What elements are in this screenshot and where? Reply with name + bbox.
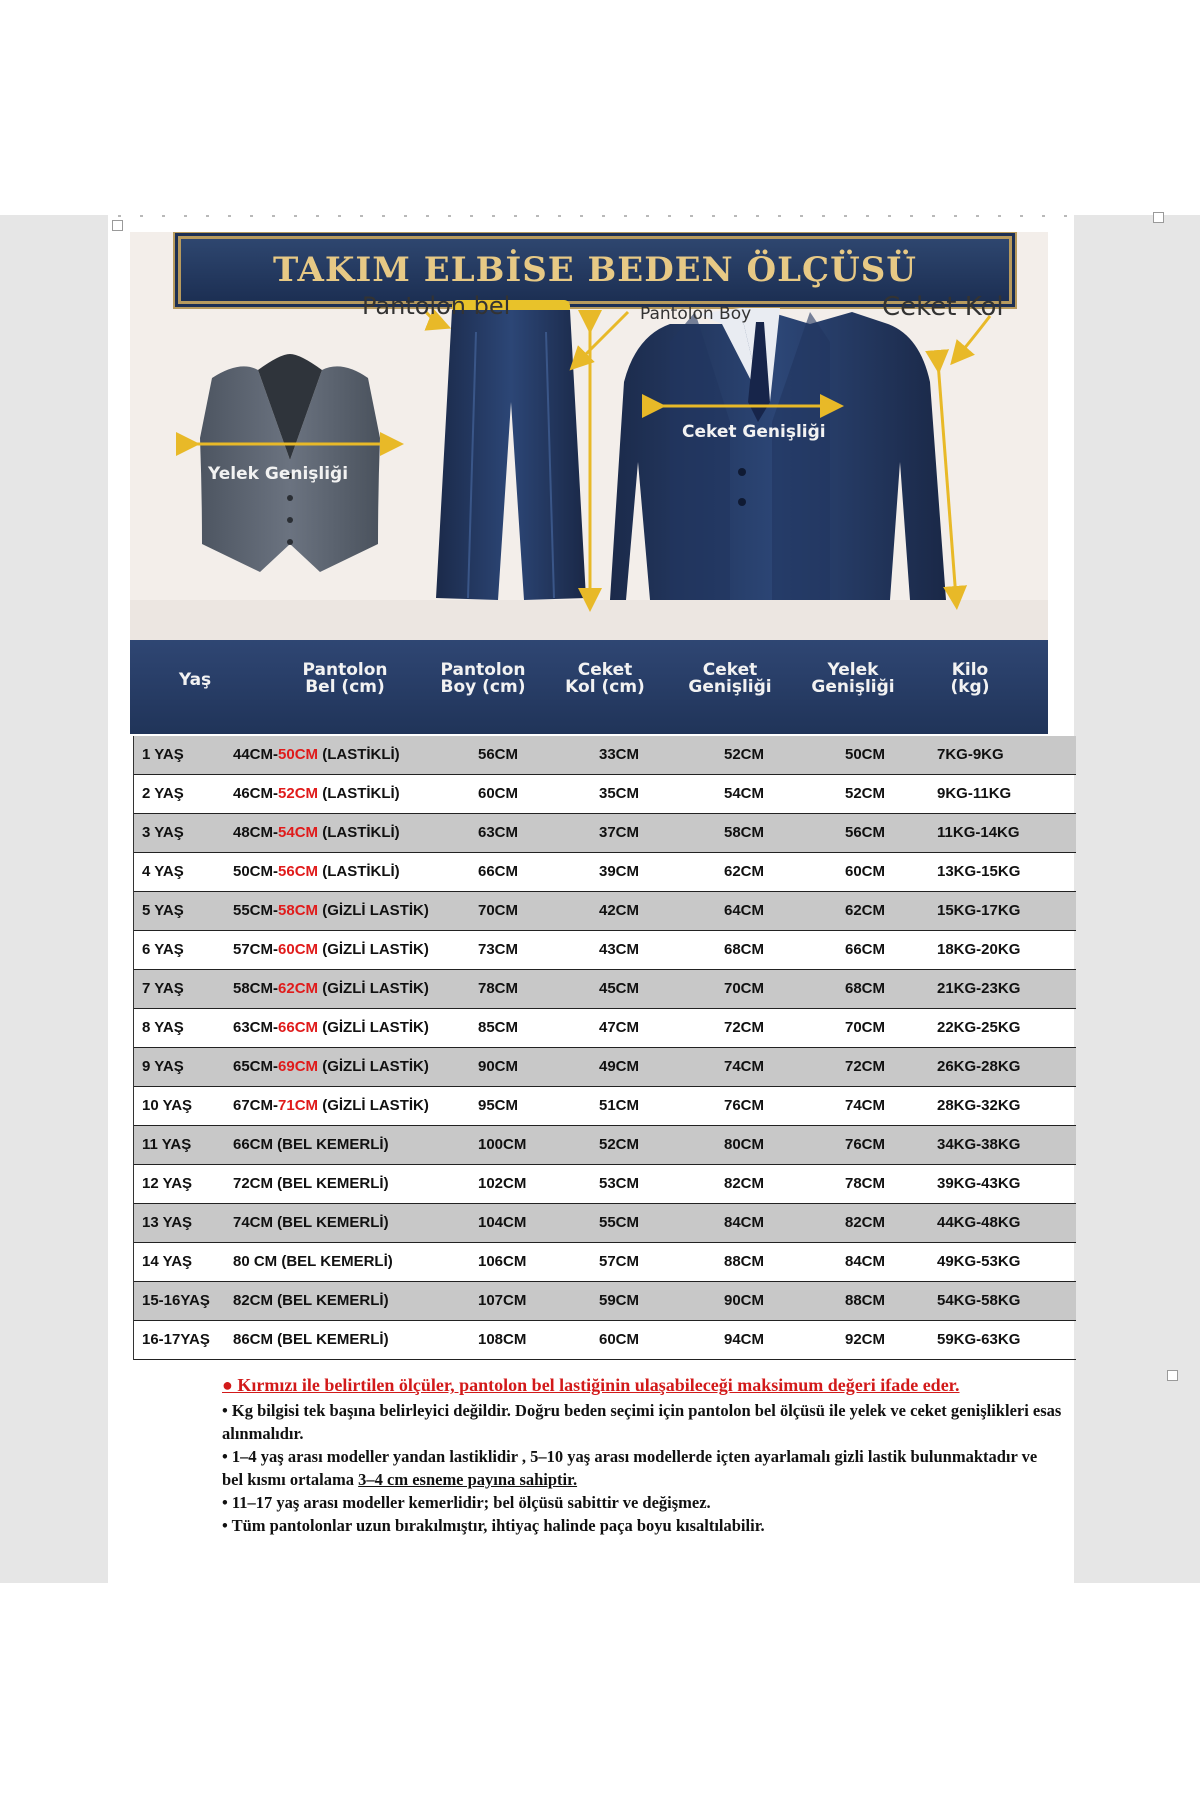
table-row (134, 1282, 1076, 1321)
cell-ceket: 62CM (724, 863, 765, 880)
table-row (134, 1243, 1076, 1282)
table-row (134, 814, 1076, 853)
cell-kilo: 34KG-38KG (937, 1136, 1021, 1153)
cell-pantolon-bel: 57CM-60CM (GİZLİ LASTİK) (233, 941, 429, 958)
cell-kol: 43CM (599, 941, 640, 958)
cell-age: 5 YAŞ (142, 902, 184, 919)
cell-ceket: 68CM (724, 941, 765, 958)
cell-pantolon-bel: 50CM-56CM (LASTİKLİ) (233, 863, 400, 880)
cell-ceket: 74CM (724, 1058, 765, 1075)
note-kg: • Kg bilgisi tek başına belirleyici değildir. Doğru beden seçimi için pantolon bel ölçüsü ile yelek ve ceket genişlikleri esas alınmalıdır. (222, 1401, 1062, 1443)
cell-kilo: 44KG-48KG (937, 1214, 1021, 1231)
cell-pantolon-bel: 82CM (BEL KEMERLİ) (233, 1292, 389, 1309)
cell-yelek: 60CM (845, 863, 886, 880)
cell-kilo: 22KG-25KG (937, 1019, 1021, 1036)
cell-pantolon-bel: 65CM-69CM (GİZLİ LASTİK) (233, 1058, 429, 1075)
cell-boy: 90CM (478, 1058, 519, 1075)
cell-boy: 63CM (478, 824, 519, 841)
cell-kilo: 59KG-63KG (937, 1331, 1021, 1348)
pantolon-bel-label: Pantolon bel (362, 292, 511, 320)
cell-kilo: 13KG-15KG (937, 863, 1021, 880)
cell-kol: 35CM (599, 785, 640, 802)
cell-kol: 60CM (599, 1331, 640, 1348)
table-row (134, 1165, 1076, 1204)
cell-kilo: 54KG-58KG (937, 1292, 1021, 1309)
table-row (134, 853, 1076, 892)
table-row (134, 736, 1076, 775)
cell-kilo: 18KG-20KG (937, 941, 1021, 958)
cell-kilo: 28KG-32KG (937, 1097, 1021, 1114)
cell-boy: 95CM (478, 1097, 519, 1114)
cell-pantolon-bel: 74CM (BEL KEMERLİ) (233, 1214, 389, 1231)
page-title: TAKIM ELBİSE BEDEN ÖLÇÜSÜ (273, 250, 917, 290)
cell-pantolon-bel: 58CM-62CM (GİZLİ LASTİK) (233, 980, 429, 997)
cell-age: 1 YAŞ (142, 746, 184, 763)
cell-yelek: 66CM (845, 941, 886, 958)
table-row (134, 1321, 1076, 1360)
cell-boy: 104CM (478, 1214, 527, 1231)
table-row (134, 775, 1076, 814)
page-corner-marker (1167, 1370, 1178, 1381)
cell-kol: 47CM (599, 1019, 640, 1036)
cell-boy: 108CM (478, 1331, 527, 1348)
cell-ceket: 54CM (724, 785, 765, 802)
cell-boy: 56CM (478, 746, 519, 763)
cell-age: 10 YAŞ (142, 1097, 193, 1114)
cell-boy: 85CM (478, 1019, 519, 1036)
cell-ceket: 84CM (724, 1214, 765, 1231)
header-kilo: Kilo (kg) (950, 660, 990, 697)
cell-kol: 59CM (599, 1292, 640, 1309)
table-row (134, 1087, 1076, 1126)
page-corner-marker (112, 220, 123, 231)
cell-age: 7 YAŞ (142, 980, 184, 997)
cell-yelek: 72CM (845, 1058, 886, 1075)
cell-age: 11 YAŞ (142, 1136, 192, 1153)
cell-ceket: 88CM (724, 1253, 765, 1270)
header-ceket-kol: Ceket Kol (cm) (565, 660, 645, 697)
cell-kol: 53CM (599, 1175, 640, 1192)
cell-ceket: 80CM (724, 1136, 765, 1153)
page-corner-marker (1153, 212, 1164, 223)
cell-ceket: 64CM (724, 902, 765, 919)
cell-pantolon-bel: 72CM (BEL KEMERLİ) (233, 1175, 389, 1192)
cell-ceket: 72CM (724, 1019, 765, 1036)
cell-kol: 42CM (599, 902, 640, 919)
cell-age: 9 YAŞ (142, 1058, 184, 1075)
cell-pantolon-bel: 63CM-66CM (GİZLİ LASTİK) (233, 1019, 429, 1036)
cell-kilo: 15KG-17KG (937, 902, 1021, 919)
cell-boy: 60CM (478, 785, 519, 802)
cell-boy: 100CM (478, 1136, 527, 1153)
header-pantolon-bel: Pantolon Bel (cm) (302, 660, 388, 697)
cell-kilo: 39KG-43KG (937, 1175, 1021, 1192)
cell-ceket: 58CM (724, 824, 765, 841)
cell-yelek: 70CM (845, 1019, 886, 1036)
page-margin-guide (118, 215, 1078, 217)
cell-kol: 45CM (599, 980, 640, 997)
header-pantolon-boy: Pantolon Boy (cm) (440, 660, 526, 697)
table-row (134, 1204, 1076, 1243)
cell-kol: 49CM (599, 1058, 640, 1075)
size-guide-banner (130, 232, 1048, 640)
cell-ceket: 94CM (724, 1331, 765, 1348)
cell-yelek: 76CM (845, 1136, 886, 1153)
cell-ceket: 52CM (724, 746, 765, 763)
cell-boy: 70CM (478, 902, 519, 919)
table-row (134, 1126, 1076, 1165)
cell-yelek: 82CM (845, 1214, 886, 1231)
cell-kilo: 49KG-53KG (937, 1253, 1021, 1270)
cell-boy: 107CM (478, 1292, 527, 1309)
cell-age: 6 YAŞ (142, 941, 184, 958)
cell-kol: 57CM (599, 1253, 640, 1270)
red-measurement-note: ● Kırmızı ile belirtilen ölçüler, pantolon bel lastiğinin ulaşabileceği maksimum değeri ifade eder. (222, 1375, 960, 1395)
cell-kilo: 9KG-11KG (937, 785, 1012, 802)
note-elastic: • 1–4 yaş arası modeller yandan lastiklidir , 5–10 yaş arası modellerde içten ayarlamalı gizli lastik bulunmaktadır ve bel kısmı ortalama 3–4 cm esneme payına sahiptir. (222, 1447, 1038, 1489)
cell-boy: 73CM (478, 941, 519, 958)
cell-ceket: 70CM (724, 980, 765, 997)
cell-kol: 51CM (599, 1097, 640, 1114)
cell-pantolon-bel: 55CM-58CM (GİZLİ LASTİK) (233, 902, 429, 919)
table-row (134, 970, 1076, 1009)
notes-section (222, 1374, 1062, 1537)
cell-boy: 66CM (478, 863, 519, 880)
cell-kilo: 21KG-23KG (937, 980, 1021, 997)
cell-kilo: 7KG-9KG (937, 746, 1004, 763)
note-belt: • 11–17 yaş arası modeller kemerlidir; bel ölçüsü sabittir ve değişmez. (222, 1493, 711, 1512)
cell-kol: 52CM (599, 1136, 640, 1153)
cell-yelek: 68CM (845, 980, 886, 997)
cell-kol: 33CM (599, 746, 640, 763)
cell-ceket: 82CM (724, 1175, 765, 1192)
cell-yelek: 84CM (845, 1253, 886, 1270)
cell-ceket: 76CM (724, 1097, 765, 1114)
cell-yelek: 56CM (845, 824, 886, 841)
cell-yelek: 88CM (845, 1292, 886, 1309)
cell-boy: 106CM (478, 1253, 527, 1270)
cell-pantolon-bel: 66CM (BEL KEMERLİ) (233, 1136, 389, 1153)
header-ceket-genisligi: Ceket Genişliği (688, 660, 772, 697)
cell-pantolon-bel: 80 CM (BEL KEMERLİ) (233, 1253, 393, 1270)
ceket-kol-label: Ceket Kol (882, 292, 1004, 322)
cell-boy: 78CM (478, 980, 519, 997)
cell-ceket: 90CM (724, 1292, 765, 1309)
cell-age: 4 YAŞ (142, 863, 184, 880)
cell-age: 16-17YAŞ (142, 1331, 210, 1348)
cell-kilo: 11KG-14KG (937, 824, 1020, 841)
cell-pantolon-bel: 44CM-50CM (LASTİKLİ) (233, 746, 400, 763)
cell-pantolon-bel: 48CM-54CM (LASTİKLİ) (233, 824, 400, 841)
note-length: • Tüm pantolonlar uzun bırakılmıştır, ihtiyaç halinde paça boyu kısaltılabilir. (222, 1516, 765, 1535)
trousers-figure (426, 300, 628, 600)
cell-kol: 37CM (599, 824, 640, 841)
cell-pantolon-bel: 86CM (BEL KEMERLİ) (233, 1331, 389, 1348)
cell-yelek: 74CM (845, 1097, 886, 1114)
table-row (134, 1048, 1076, 1087)
cell-boy: 102CM (478, 1175, 527, 1192)
pantolon-boy-label: Pantolon Boy (640, 304, 752, 324)
cell-yelek: 50CM (845, 746, 886, 763)
yelek-genisligi-label: Yelek Genişliği (208, 464, 349, 484)
table-row (134, 892, 1076, 931)
cell-yelek: 92CM (845, 1331, 886, 1348)
cell-age: 13 YAŞ (142, 1214, 193, 1231)
cell-yelek: 78CM (845, 1175, 886, 1192)
cell-yelek: 52CM (845, 785, 886, 802)
cell-pantolon-bel: 46CM-52CM (LASTİKLİ) (233, 785, 400, 802)
cell-age: 14 YAŞ (142, 1253, 193, 1270)
cell-kol: 39CM (599, 863, 640, 880)
cell-pantolon-bel: 67CM-71CM (GİZLİ LASTİK) (233, 1097, 429, 1114)
table-header (130, 640, 1048, 734)
cell-age: 8 YAŞ (142, 1019, 184, 1036)
cell-kilo: 26KG-28KG (937, 1058, 1021, 1075)
header-yelek-genisligi: Yelek Genişliği (811, 660, 895, 697)
jacket-figure (610, 308, 990, 600)
size-table-body (133, 736, 1076, 1360)
cell-age: 12 YAŞ (142, 1175, 193, 1192)
vest-figure (188, 354, 392, 572)
cell-age: 2 YAŞ (142, 785, 184, 802)
cell-age: 3 YAŞ (142, 824, 184, 841)
ceket-genisligi-label: Ceket Genişliği (682, 422, 826, 442)
table-row (134, 1009, 1076, 1048)
cell-kol: 55CM (599, 1214, 640, 1231)
header-yas: Yaş (178, 670, 212, 690)
cell-age: 15-16YAŞ (142, 1292, 210, 1309)
table-row (134, 931, 1076, 970)
cell-yelek: 62CM (845, 902, 886, 919)
